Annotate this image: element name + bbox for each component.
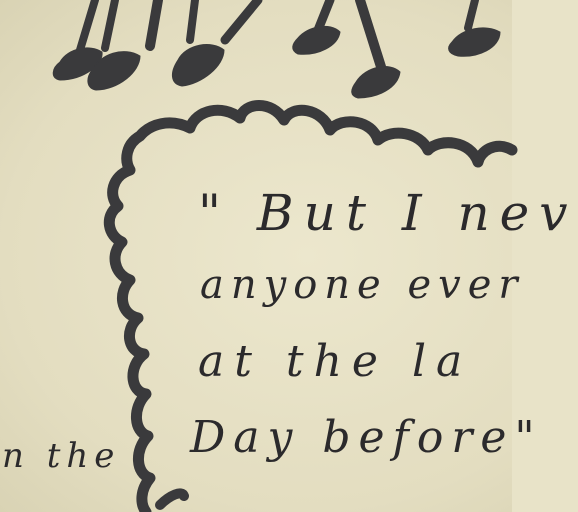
bubble-text-line-1: " But I nev xyxy=(198,184,578,242)
legs-drawing xyxy=(53,0,500,98)
bubble-text-line-3: at the la xyxy=(198,336,473,387)
outside-bubble-text: n the xyxy=(2,436,121,476)
bubble-text-line-2: anyone ever xyxy=(200,262,525,308)
bubble-scallop xyxy=(160,493,184,505)
bubble-text-line-4: Day before" xyxy=(190,412,543,463)
